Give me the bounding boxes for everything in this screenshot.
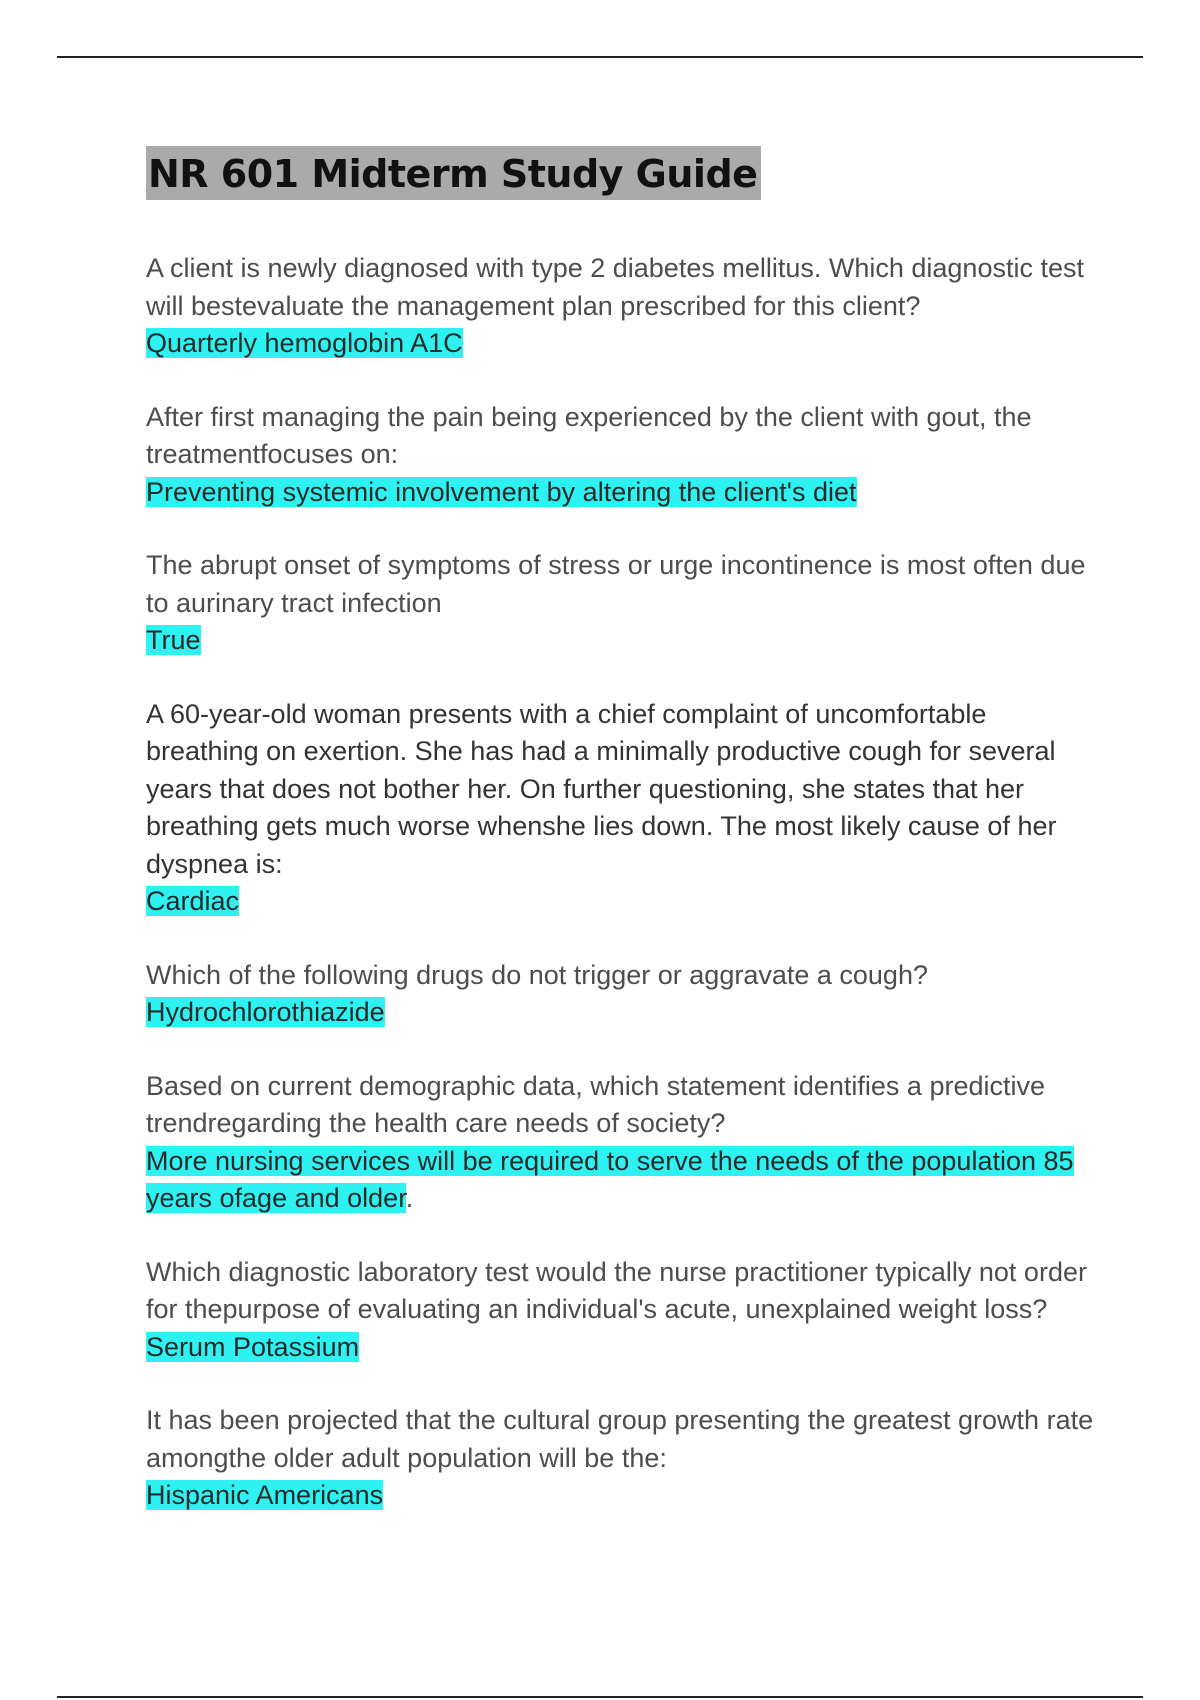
footer-rule: [57, 1696, 1143, 1698]
answer-suffix: .: [405, 1183, 414, 1213]
answer-highlight: Hydrochlorothiazide: [146, 997, 385, 1027]
document-body: [146, 146, 1096, 1515]
answer-highlight: More nursing services will be required to serve the needs of the population 85 years ofage and older: [146, 1145, 1074, 1213]
question-text: After first managing the pain being experienced by the client with gout, the treatmentfocuses on:: [146, 401, 1032, 469]
answer-highlight: Quarterly hemoglobin A1C: [146, 328, 463, 358]
qa-item-1: [146, 250, 1096, 363]
qa-item-4: [146, 696, 1096, 921]
question-text: A 60-year-old woman presents with a chief complaint of uncomfortable breathing on exertion. She has had a minimally productive cough for several years that does not bother her. On further questioning, she states that her breathing gets much worse whenshe lies down. The most likely cause of her dyspnea is:: [146, 698, 1057, 879]
page-title: NR 601 Midterm Study Guide: [146, 146, 761, 200]
qa-item-8: [146, 1402, 1096, 1515]
question-text: Which diagnostic laboratory test would the nurse practitioner typically not order for thepurpose of evaluating an individual's acute, unexplained weight loss?: [146, 1256, 1087, 1324]
qa-item-7: [146, 1254, 1096, 1367]
answer-highlight: Cardiac: [146, 886, 240, 916]
question-text: A client is newly diagnosed with type 2 diabetes mellitus. Which diagnostic test will bestevaluate the management plan prescribed for this client?: [146, 253, 1084, 321]
answer-highlight: Serum Potassium: [146, 1331, 360, 1362]
qa-item-3: [146, 547, 1096, 660]
answer-highlight: Hispanic Americans: [146, 1480, 384, 1510]
qa-item-6: [146, 1068, 1096, 1218]
question-text: It has been projected that the cultural group presenting the greatest growth rate amongthe older adult population will be the:: [146, 1405, 1094, 1473]
question-text: The abrupt onset of symptoms of stress or urge incontinence is most often due to aurinary tract infection: [146, 550, 1086, 618]
answer-highlight: True: [146, 625, 201, 655]
header-rule: [57, 56, 1143, 58]
question-text: Based on current demographic data, which statement identifies a predictive trendregarding the health care needs of society?: [146, 1070, 1046, 1138]
qa-item-2: [146, 399, 1096, 512]
question-text: Which of the following drugs do not trigger or aggravate a cough?: [146, 959, 928, 990]
answer-highlight: Preventing systemic involvement by altering the client's diet: [146, 476, 857, 507]
qa-item-5: [146, 957, 1096, 1032]
